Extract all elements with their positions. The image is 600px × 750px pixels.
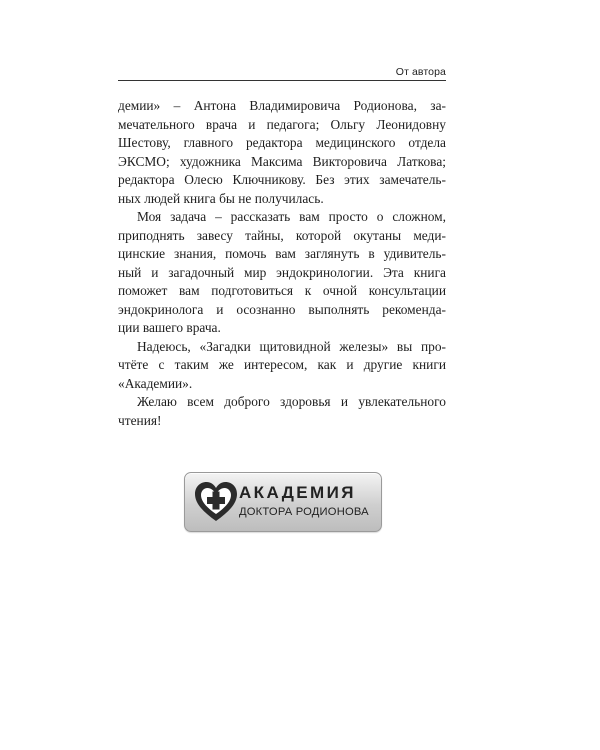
text-line: Моя задача – рассказать вам просто о сложном,	[137, 209, 446, 224]
text-line: чтёте с таким же интересом, как и другие книги	[118, 357, 446, 372]
text-line: эндокринолога и осознанно выполнять рекоменда-	[118, 301, 446, 317]
logo-subtitle: ДОКТОРА РОДИОНОВА	[239, 506, 369, 518]
paragraph-4	[118, 393, 446, 430]
body-text	[118, 97, 446, 430]
heart-with-cross-icon	[194, 481, 238, 523]
text-line: ции вашего врача.	[118, 320, 221, 335]
text-line: мечательного врача и педагога; Ольгу Леонидовну	[118, 116, 446, 132]
text-line: ЭКСМО; художника Максима Викторовича Латкова;	[118, 153, 446, 169]
paragraph-3	[118, 338, 446, 394]
running-head: От автора	[395, 66, 446, 78]
academy-logo	[184, 472, 382, 532]
text-line: демии» – Антона Владимировича Родионова, за-	[118, 98, 446, 113]
text-line: приподнять завесу тайны, которой окутаны меди-	[118, 227, 446, 243]
text-line: цинские знания, помочь вам заглянуть в удивитель-	[118, 246, 446, 261]
paragraph-2	[118, 208, 446, 338]
logo-title: АКАДЕМИЯ	[239, 483, 356, 502]
text-line: ных людей книга бы не получилась.	[118, 190, 324, 206]
text-line: поможет вам подготовиться к очной консультации	[118, 283, 446, 298]
text-line: ный и загадочный мир эндокринологии. Эта книга	[118, 264, 446, 280]
text-line: Желаю всем доброго здоровья и увлекательного	[137, 394, 446, 409]
text-line: Надеюсь, «Загадки щитовидной железы» вы про-	[137, 338, 446, 354]
text-line: редактора Олесю Ключникову. Без этих замечатель-	[118, 172, 446, 187]
text-line: чтения!	[118, 412, 162, 428]
text-line: «Академии».	[118, 375, 193, 391]
paragraph-1	[118, 97, 446, 208]
text-line: Шестову, главного редактора медицинского отдела	[118, 135, 446, 150]
header-rule	[118, 80, 446, 81]
